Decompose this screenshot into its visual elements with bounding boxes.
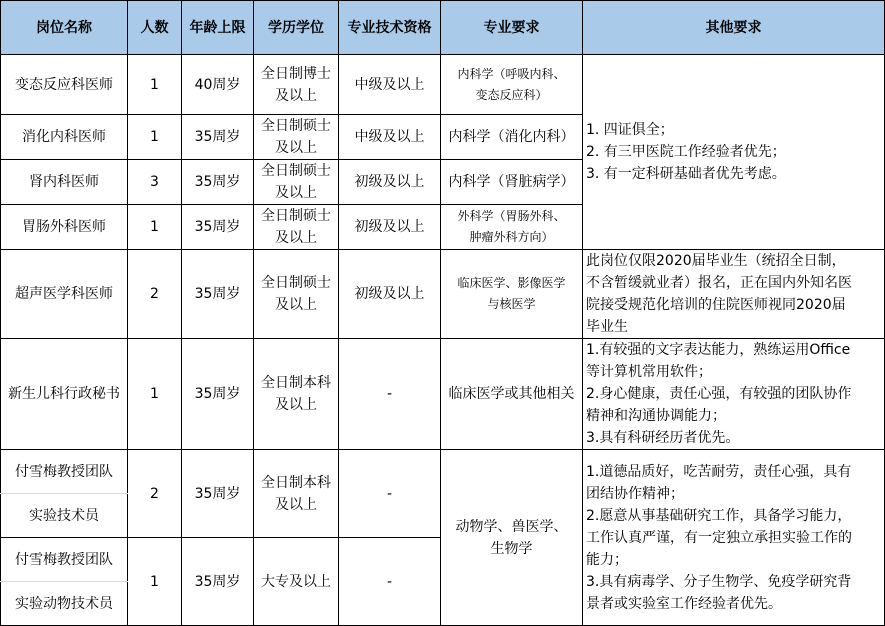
education: 全日制硕士 及以上 xyxy=(254,250,339,339)
headcount: 2 xyxy=(128,450,182,538)
headcount: 1 xyxy=(128,205,182,250)
education: 全日制硕士 及以上 xyxy=(254,205,339,250)
age-limit: 35周岁 xyxy=(182,339,254,450)
qualification: - xyxy=(339,339,441,450)
table-row xyxy=(1,250,885,339)
major: 临床医学或其他相关 xyxy=(441,339,583,450)
education: 全日制硕士 及以上 xyxy=(254,160,339,205)
header-other: 其他要求 xyxy=(583,1,885,55)
position-name: 实验技术员 xyxy=(1,494,128,538)
education: 大专及以上 xyxy=(254,538,339,626)
age-limit: 35周岁 xyxy=(182,250,254,339)
team-name: 付雪梅教授团队 xyxy=(1,450,128,494)
header-qualification: 专业技术资格 xyxy=(339,1,441,55)
age-limit: 40周岁 xyxy=(182,55,254,115)
other-requirements: 1.道德品质好，吃苦耐劳，责任心强，具有 团结协作精神； 2.愿意从事基础研究工作，具备学习能力， 工作认真严谨，有一定独立承担实验工作的 能力； 3.具有病毒学、分子生物学、免疫学研究背 景者或实验室工作经验者优先。 xyxy=(583,450,885,626)
major: 内科学（呼吸内科、 变态反应科） xyxy=(441,55,583,115)
position-name: 超声医学科医师 xyxy=(1,250,128,339)
headcount: 2 xyxy=(128,250,182,339)
education: 全日制本科 及以上 xyxy=(254,450,339,538)
age-limit: 35周岁 xyxy=(182,205,254,250)
age-limit: 35周岁 xyxy=(182,160,254,205)
qualification: 中级及以上 xyxy=(339,55,441,115)
headcount: 3 xyxy=(128,160,182,205)
major: 内科学（肾脏病学） xyxy=(441,160,583,205)
qualification: - xyxy=(339,450,441,538)
qualification: 初级及以上 xyxy=(339,250,441,339)
qualification: 初级及以上 xyxy=(339,160,441,205)
position-name: 新生儿科行政秘书 xyxy=(1,339,128,450)
table-row xyxy=(1,339,885,450)
headcount: 1 xyxy=(128,55,182,115)
position-name: 实验动物技术员 xyxy=(1,582,128,626)
table-row xyxy=(1,450,885,494)
header-age: 年龄上限 xyxy=(182,1,254,55)
header-position: 岗位名称 xyxy=(1,1,128,55)
age-limit: 35周岁 xyxy=(182,450,254,538)
major: 临床医学、影像医学 与核医学 xyxy=(441,250,583,339)
header-row xyxy=(1,1,885,55)
header-major: 专业要求 xyxy=(441,1,583,55)
education: 全日制硕士 及以上 xyxy=(254,115,339,160)
major: 外科学（胃肠外科、 肿瘤外科方向） xyxy=(441,205,583,250)
education: 全日制本科 及以上 xyxy=(254,339,339,450)
other-requirements: 1.有较强的文字表达能力，熟练运用Office 等计算机常用软件； 2.身心健康，责任心强，有较强的团队协作 精神和沟通协调能力； 3.具有科研经历者优先。 xyxy=(583,339,885,450)
team-name: 付雪梅教授团队 xyxy=(1,538,128,582)
age-limit: 35周岁 xyxy=(182,538,254,626)
other-requirements: 此岗位仅限2020届毕业生（统招全日制， 不含暂缓就业者）报名，正在国内外知名医 院接受规范化培训的住院医师视同2020届 毕业生 xyxy=(583,250,885,339)
headcount: 1 xyxy=(128,115,182,160)
qualification: - xyxy=(339,538,441,626)
major: 内科学（消化内科） xyxy=(441,115,583,160)
qualification: 中级及以上 xyxy=(339,115,441,160)
position-name: 变态反应科医师 xyxy=(1,55,128,115)
other-requirements: 1. 四证俱全； 2. 有三甲医院工作经验者优先； 3. 有一定科研基础者优先考虑。 xyxy=(583,55,885,250)
age-limit: 35周岁 xyxy=(182,115,254,160)
position-name: 肾内科医师 xyxy=(1,160,128,205)
position-name: 胃肠外科医师 xyxy=(1,205,128,250)
education: 全日制博士 及以上 xyxy=(254,55,339,115)
headcount: 1 xyxy=(128,538,182,626)
position-name: 消化内科医师 xyxy=(1,115,128,160)
qualification: 初级及以上 xyxy=(339,205,441,250)
table-row xyxy=(1,55,885,115)
headcount: 1 xyxy=(128,339,182,450)
header-count: 人数 xyxy=(128,1,182,55)
major: 动物学、兽医学、 生物学 xyxy=(441,450,583,626)
header-education: 学历学位 xyxy=(254,1,339,55)
